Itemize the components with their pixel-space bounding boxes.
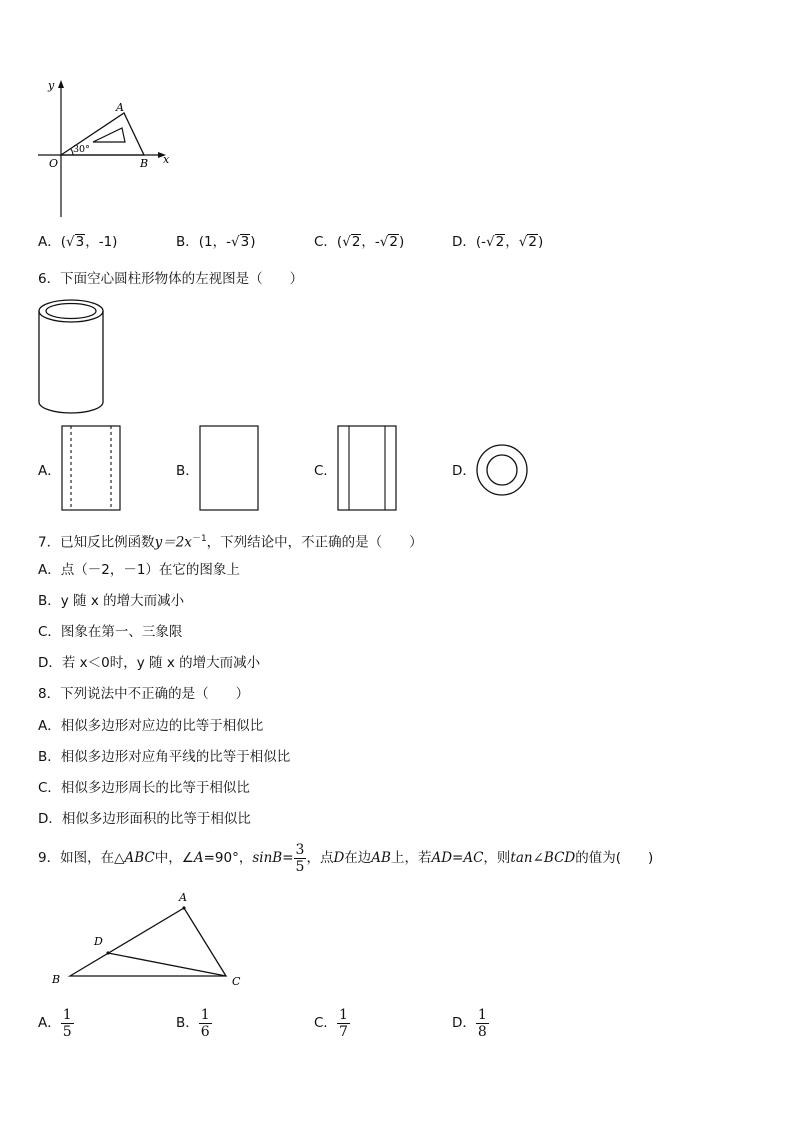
fraction: $\frac{1}{5}$ <box>62 1006 72 1040</box>
hollow-cylinder-figure <box>36 296 110 418</box>
inner-circle <box>487 455 517 485</box>
q8-option-b[interactable]: B．相似多边形对应角平线的比等于相似比 <box>38 749 291 765</box>
outer-rect <box>200 426 258 510</box>
q7-option-a[interactable]: A．点（－2，－1）在它的图象上 <box>38 562 240 578</box>
q6-option-a-label[interactable]: A． <box>38 463 61 479</box>
q7-stem: 7．已知反比例函数$y=2x^{-1}$，下列结论中，不正确的是（ ） <box>38 534 423 551</box>
q9-stem: 9．如图，在△ ABC 中，∠ A =90°， sinB= $\frac{3}{5}$ ，点 D 在边 AB 上，若 AD=AC ，则 tan∠BCD 的值为( ) <box>38 841 654 875</box>
cylinder-bottom-arc <box>39 402 103 413</box>
fraction: $\frac{1}{6}$ <box>200 1006 210 1040</box>
angle-label: 30° <box>73 144 90 155</box>
outer-circle <box>477 445 527 495</box>
x-axis-label: x <box>163 153 170 166</box>
q8-stem: 8．下列说法中不正确的是（ ） <box>38 686 250 702</box>
q9-triangle-figure <box>48 884 258 992</box>
q7-option-c[interactable]: C．图象在第一、三象限 <box>38 624 183 640</box>
q6-option-d-figure[interactable] <box>474 442 530 498</box>
q6-option-d-label[interactable]: D． <box>452 463 476 479</box>
q8-option-a[interactable]: A．相似多边形对应边的比等于相似比 <box>38 718 264 734</box>
segment-dc <box>108 953 226 976</box>
q6-option-c-figure[interactable] <box>336 424 400 514</box>
q5-option-b[interactable]: B．(1，-√3) <box>176 234 256 250</box>
fraction: $\frac{1}{8}$ <box>477 1006 487 1040</box>
q9-option-c[interactable]: C． $\frac{1}{7}$ <box>314 1006 348 1040</box>
point-a-label: A <box>116 101 124 114</box>
q9-option-b[interactable]: B． $\frac{1}{6}$ <box>176 1006 210 1040</box>
q5-option-a[interactable]: A．(√3，-1) <box>38 234 118 250</box>
q7-option-d[interactable]: D．若 x＜0时，y 随 x 的增大而减小 <box>38 655 261 671</box>
outer-rect <box>338 426 396 510</box>
q6-option-a-figure[interactable] <box>60 424 124 514</box>
label-a: A <box>179 891 187 904</box>
q7-formula: y＝2x <box>154 534 192 551</box>
label-b: B <box>52 973 61 986</box>
point-d <box>106 951 109 954</box>
point-a <box>182 906 185 909</box>
q8-option-d[interactable]: D．相似多边形面积的比等于相似比 <box>38 811 251 827</box>
y-axis-arrow <box>58 80 64 88</box>
point-b-label: B <box>140 157 149 170</box>
q7-option-b[interactable]: B．y 随 x 的增大而减小 <box>38 593 185 609</box>
q6-option-b-label[interactable]: B． <box>176 463 199 479</box>
origin-label: O <box>49 157 59 170</box>
label-c: C <box>232 975 241 988</box>
cylinder-top-inner <box>46 304 96 319</box>
q5-option-d[interactable]: D．(-√2，√2) <box>452 234 544 250</box>
q8-option-c[interactable]: C．相似多边形周长的比等于相似比 <box>38 780 250 796</box>
y-axis-label: y <box>48 79 55 92</box>
q6-stem: 6．下面空心圆柱形物体的左视图是（ ） <box>38 271 304 287</box>
sinb-fraction: $\frac{3}{5}$ <box>295 841 305 875</box>
q5-option-c[interactable]: C．(√2，-√2) <box>314 234 405 250</box>
label-d: D <box>94 935 103 948</box>
q9-option-d[interactable]: D． $\frac{1}{8}$ <box>452 1006 487 1040</box>
q7-exponent: －1 <box>191 534 207 544</box>
q9-option-a[interactable]: A． $\frac{1}{5}$ <box>38 1006 72 1040</box>
q6-option-b-figure[interactable] <box>198 424 262 514</box>
q5-coordinate-figure <box>36 75 176 220</box>
fraction: $\frac{1}{7}$ <box>338 1006 348 1040</box>
q6-option-c-label[interactable]: C． <box>314 463 337 479</box>
